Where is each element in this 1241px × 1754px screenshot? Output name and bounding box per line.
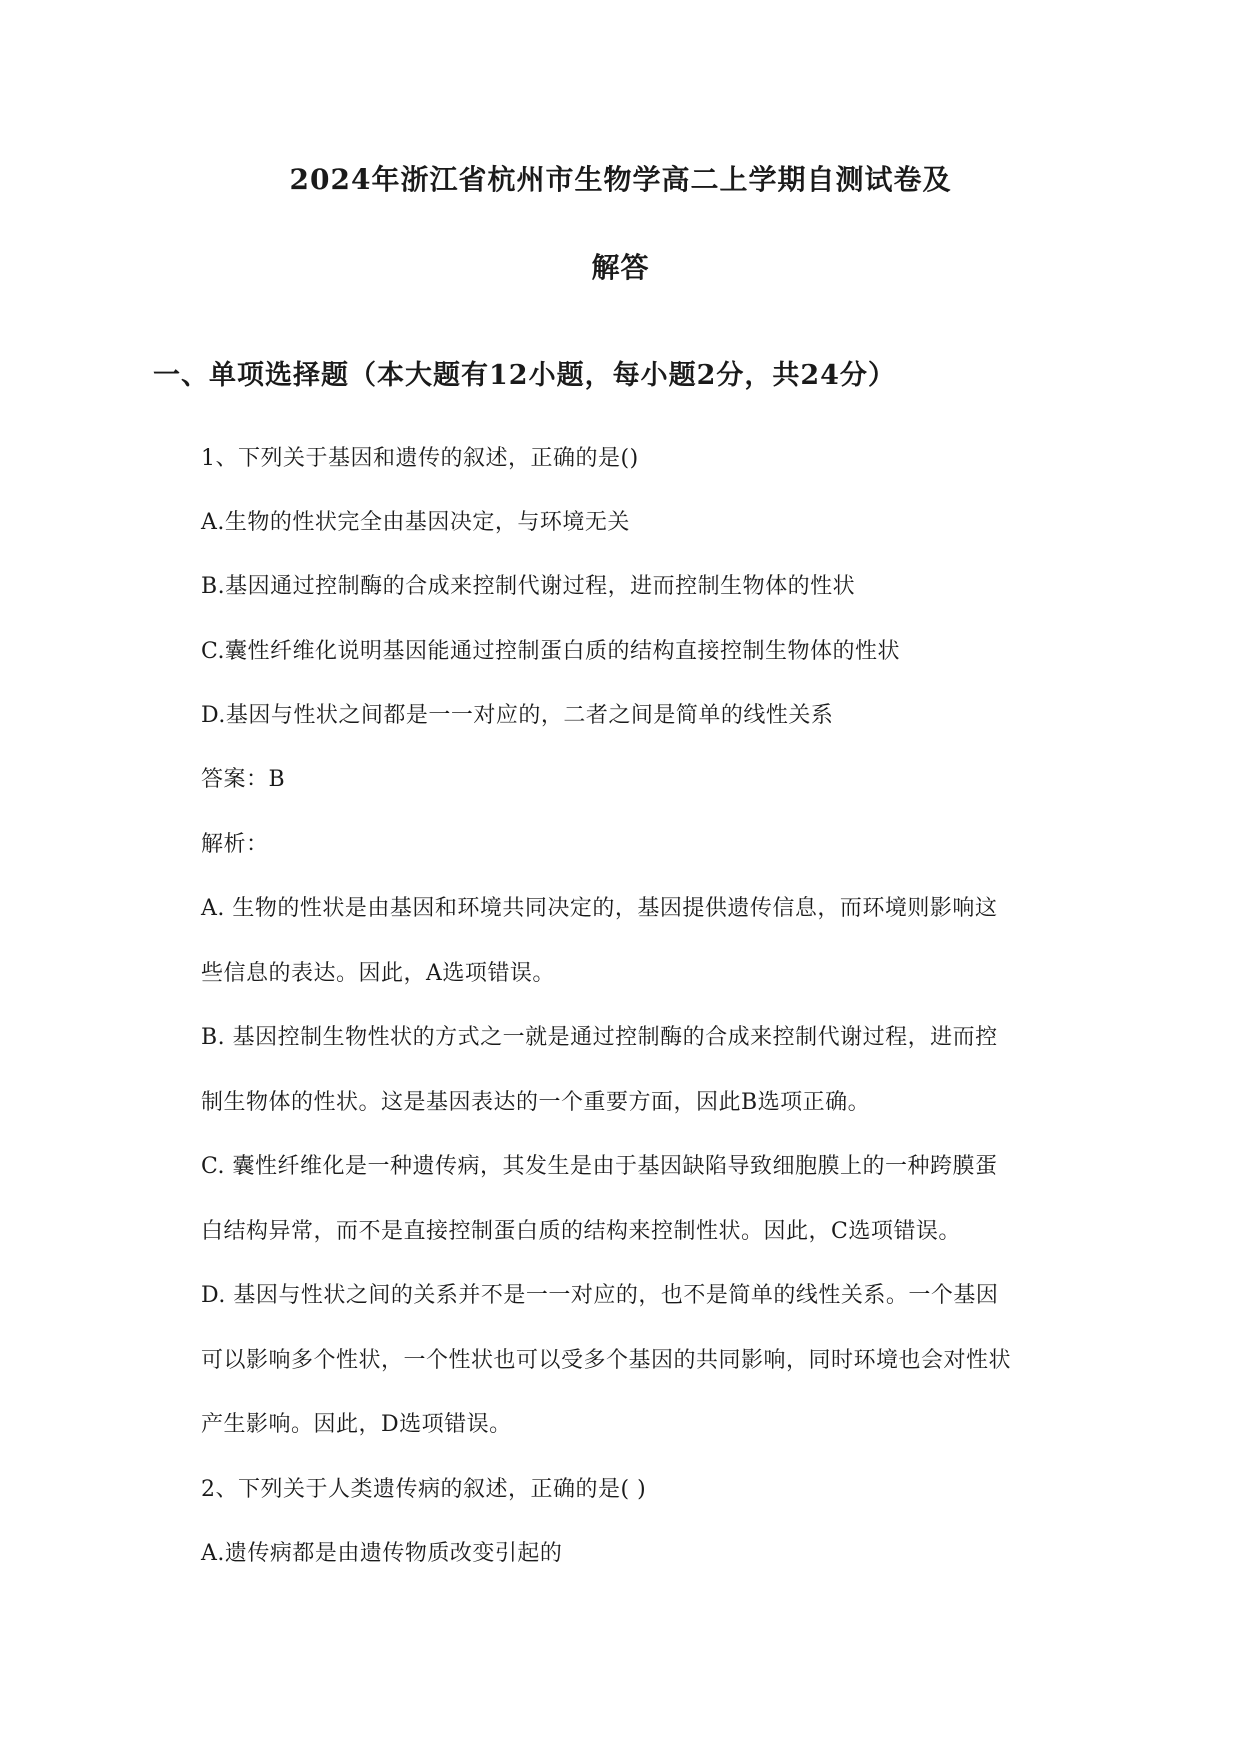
question-1-option-b: B.基因通过控制酶的合成来控制代谢过程，进而控制生物体的性状 (201, 574, 856, 599)
analysis-line: 些信息的表达。因此，A选项错误。 (201, 961, 555, 986)
section-heading: 一、单项选择题（本大题有12小题，每小题2分，共24分） (153, 360, 896, 391)
document-title-line-2: 解答 (591, 251, 650, 284)
analysis-line: C. 囊性纤维化是一种遗传病，其发生是由于基因缺陷导致细胞膜上的一种跨膜蛋 (201, 1154, 998, 1179)
question-1-answer: 答案：B (201, 767, 286, 792)
document-title-line-1: 2024年浙江省杭州市生物学高二上学期自测试卷及 (289, 163, 952, 196)
analysis-line: A. 生物的性状是由基因和环境共同决定的，基因提供遗传信息，而环境则影响这 (201, 896, 998, 921)
analysis-line: B. 基因控制生物性状的方式之一就是通过控制酶的合成来控制代谢过程，进而控 (201, 1025, 998, 1050)
question-1-option-d: D.基因与性状之间都是一一对应的，二者之间是简单的线性关系 (201, 703, 834, 728)
analysis-line: 产生影响。因此，D选项错误。 (201, 1412, 512, 1437)
analysis-line: 可以影响多个性状，一个性状也可以受多个基因的共同影响，同时环境也会对性状 (201, 1348, 1012, 1373)
question-2-option-a: A.遗传病都是由遗传物质改变引起的 (201, 1541, 563, 1566)
question-1-analysis-label: 解析： (201, 832, 269, 857)
question-1-stem: 1、下列关于基因和遗传的叙述，正确的是() (201, 446, 639, 471)
analysis-line: 白结构异常，而不是直接控制蛋白质的结构来控制性状。因此，C选项错误。 (201, 1219, 961, 1244)
question-1-option-c: C.囊性纤维化说明基因能通过控制蛋白质的结构直接控制生物体的性状 (201, 639, 901, 664)
question-1-option-a: A.生物的性状完全由基因决定，与环境无关 (201, 510, 630, 535)
analysis-line: D. 基因与性状之间的关系并不是一一对应的，也不是简单的线性关系。一个基因 (201, 1283, 999, 1308)
question-2-stem: 2、下列关于人类遗传病的叙述，正确的是( ) (201, 1477, 647, 1502)
analysis-line: 制生物体的性状。这是基因表达的一个重要方面，因此B选项正确。 (201, 1090, 871, 1115)
